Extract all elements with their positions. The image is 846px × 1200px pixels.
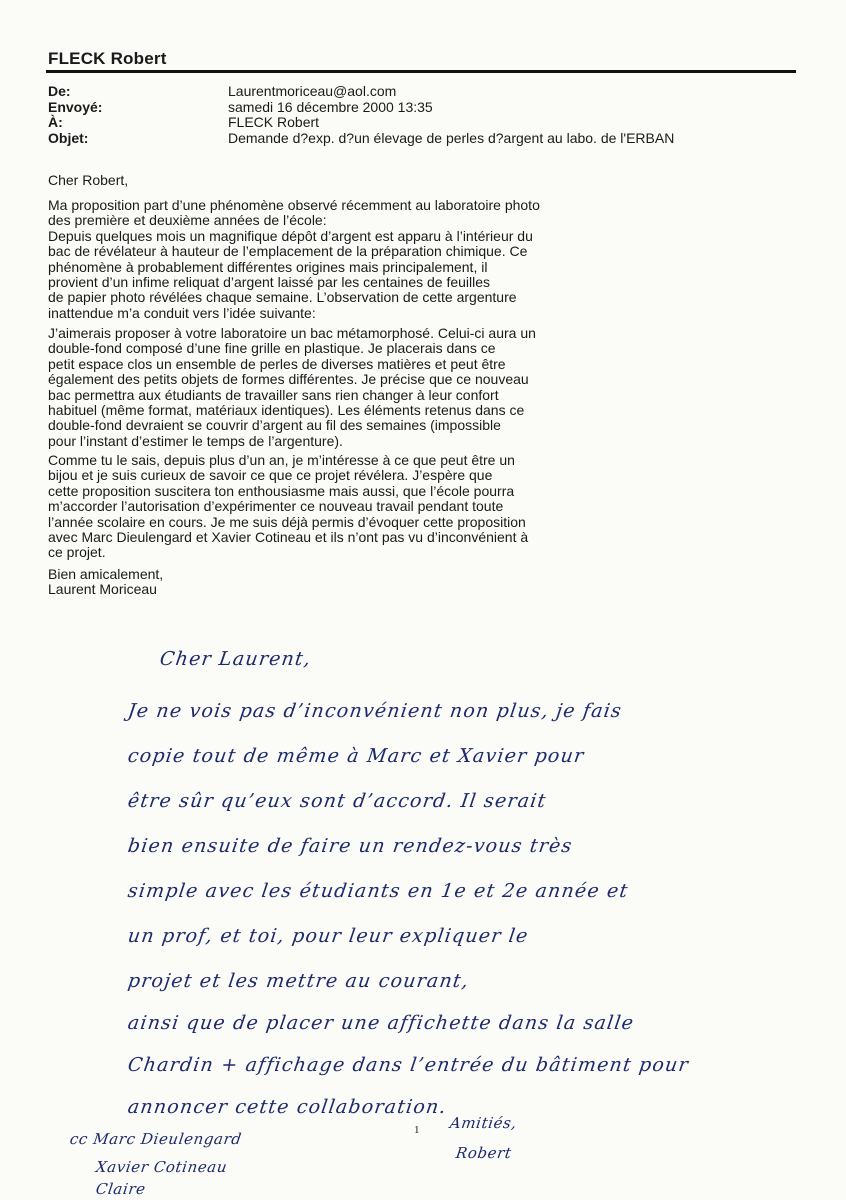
handwritten-line: annoncer cette collaboration. xyxy=(126,1096,449,1118)
email-header-fields xyxy=(48,84,674,146)
handwritten-line: bien ensuite de faire un rendez-vous très xyxy=(126,835,575,857)
text-line: provient d’un infime reliquat d’argent laissé par les centaines de feuilles xyxy=(48,274,491,291)
page-number: 1 xyxy=(414,1124,420,1136)
field-subject xyxy=(48,131,674,147)
field-value: samedi 16 décembre 2000 13:35 xyxy=(228,98,433,115)
field-from xyxy=(48,84,674,100)
text-line: Comme tu le sais, depuis plus d’un an, je m’intéresse à ce que peut être un xyxy=(48,452,515,468)
text-line: Ma proposition part d’une phénomène observé récemment au laboratoire photo xyxy=(48,197,540,213)
text-line: de papier photo révélées chaque semaine. L’observation de cette argenture xyxy=(48,289,517,306)
field-value: FLECK Robert xyxy=(228,114,320,130)
text-line: bac de révélateur à hauteur de l’emplacement de la préparation chimique. Ce xyxy=(48,243,528,260)
paragraph-1 xyxy=(48,198,540,321)
text-line: des première et deuxième années de l’école: xyxy=(48,212,327,229)
text-line: pour l’instant d’estimer le temps de l’argenture). xyxy=(48,432,343,449)
field-label: À: xyxy=(48,114,63,130)
field-to xyxy=(48,115,674,131)
text-line: m’accorder l’autorisation d’expérimenter ce nouveau travail pendant toute xyxy=(48,498,504,515)
field-value: Laurentmoriceau@aol.com xyxy=(228,83,397,99)
closing xyxy=(48,567,163,598)
handwritten-signoff: Amitiés, xyxy=(448,1114,519,1132)
handwritten-line: simple avec les étudiants en 1e et 2e année et xyxy=(126,880,630,902)
text-line: ce projet. xyxy=(48,544,106,561)
header-rule xyxy=(46,70,796,73)
handwritten-line: ainsi que de placer une affichette dans la salle xyxy=(126,1012,636,1034)
handwritten-line: projet et les mettre au courant, xyxy=(126,970,471,992)
sender-name: FLECK Robert xyxy=(48,49,167,68)
text-line: Bien amicalement, xyxy=(48,566,164,582)
text-line: phénomène à probablement différentes origines mais principalement, il xyxy=(48,258,488,275)
text-line: avec Marc Dieulengard et Xavier Cotineau et ils n’ont pas vu d’inconvénient à xyxy=(48,529,529,546)
handwritten-line: être sûr qu’eux sont d’accord. Il serait xyxy=(126,790,548,812)
handwritten-cc: Claire xyxy=(94,1180,147,1198)
handwritten-line: un prof, et toi, pour leur expliquer le xyxy=(126,925,531,947)
field-sent xyxy=(48,100,674,116)
text-line: bijou et je suis curieux de savoir ce que ce projet révélera. J’espère que xyxy=(48,467,493,484)
text-line: double-fond composé d’une fine grille en plastique. Je placerais dans ce xyxy=(48,340,496,357)
text-line: Depuis quelques mois un magnifique dépôt d’argent est apparu à l’intérieur du xyxy=(48,227,533,244)
text-line: double-fond devraient se couvrir d’argent au fil des semaines (impossible xyxy=(48,417,501,434)
text-line: J’aimerais proposer à votre laboratoire un bac métamorphosé. Celui-ci aura un xyxy=(48,325,536,341)
text-line: l’année scolaire en cours. Je me suis déjà permis d’évoquer cette proposition xyxy=(48,513,526,530)
handwritten-line: Chardin + affichage dans l’entrée du bâtiment pour xyxy=(126,1054,691,1076)
text-line: Laurent Moriceau xyxy=(48,581,157,598)
text-line: également des petits objets de formes différentes. Je précise que ce nouveau xyxy=(48,371,529,388)
text-line: inattendue m’a conduit vers l’idée suivante: xyxy=(48,304,316,321)
handwritten-line: Cher Laurent, xyxy=(158,648,313,670)
text-line: petit espace clos un ensemble de perles de diverses matières et peut être xyxy=(48,355,506,372)
handwritten-cc: cc Marc Dieulengard xyxy=(68,1130,243,1148)
text-line: cette proposition suscitera ton enthousiasme mais aussi, que l’école pourra xyxy=(48,482,515,499)
paragraph-2 xyxy=(48,326,536,449)
field-label: De: xyxy=(48,83,71,99)
field-value: Demande d?exp. d?un élevage de perles d?argent au labo. de l'ERBAN xyxy=(228,129,675,146)
text-line: bac permettra aux étudiants de travailler sans rien changer à leur confort xyxy=(48,386,499,403)
text-line: habituel (même format, matériaux identiques). Les éléments retenus dans ce xyxy=(48,402,525,419)
handwritten-signature: Robert xyxy=(454,1144,513,1162)
field-label: Objet: xyxy=(48,129,89,146)
paragraph-3 xyxy=(48,453,528,561)
field-label: Envoyé: xyxy=(48,98,103,115)
greeting: Cher Robert, xyxy=(48,172,129,188)
handwritten-cc: Xavier Cotineau xyxy=(94,1158,229,1176)
handwritten-line: copie tout de même à Marc et Xavier pour xyxy=(126,745,586,767)
handwritten-line: Je ne vois pas d’inconvénient non plus, je fais xyxy=(126,700,624,722)
